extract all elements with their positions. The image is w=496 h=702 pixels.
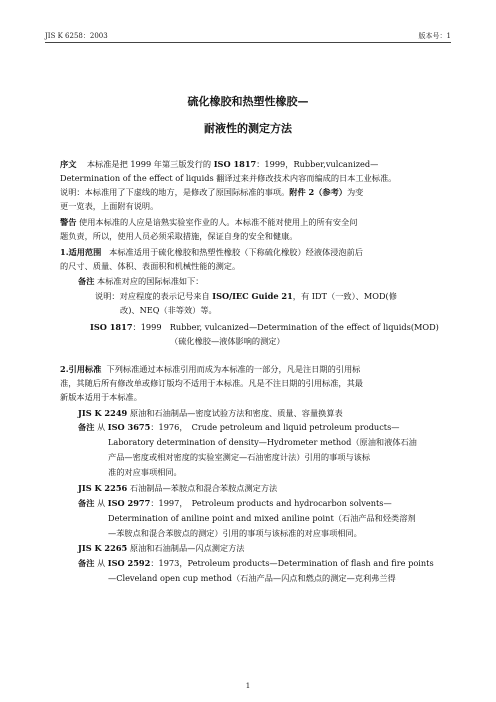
scope-note-line-2: 说明：对应程度的表示记号来自 ISO/IEC Guide 21，有 IDT（一致）、MOD(修 — [95, 291, 397, 301]
scope-note-label: 备注 — [78, 276, 95, 286]
scope-heading: 1.适用范围 — [60, 247, 102, 257]
scope-note-line-3: 改)、NEQ（非等效）等。 — [120, 305, 217, 315]
refs-line-2: 准，其随后所有修改单或修订版均不适用于本标准。凡是不注日期的引用标准，其最 — [60, 378, 363, 388]
preface-line-2: Determination of the effect of liquids 翻译过来并修改技术内容而编成的日本工业标准。 — [60, 173, 397, 183]
preface-line-3: 说明：本标准用了下虚线的地方，是修改了原国际标准的事项。附件 2（参考）为变 — [60, 187, 364, 197]
ref-note-line: 备注 从 ISO 2592：1973，Petroleum products—Determination of flash and fire points — [78, 558, 434, 568]
ref-code: JIS K 2249 — [78, 408, 128, 418]
ref-item: JIS K 2265 原油和石油制品—闪点测定方法 — [78, 543, 245, 553]
scope-line-2: 的尺寸、质量、体积、表面积和机械性能的测定。 — [60, 261, 241, 271]
scope-note-line-1: 备注 本标准对应的国际标准如下： — [78, 276, 204, 286]
warning-line-2: 题负责，所以，使用人员必须采取措施，保证自身的安全和健康。 — [60, 231, 298, 241]
refs-heading: 2.引用标准 — [60, 364, 102, 374]
refs-line-1: 2.引用标准 下列标准通过本标准引用而成为本标准的一部分，凡是注日期的引用标 — [60, 364, 361, 374]
ref-note-line: 备注 从 ISO 2977：1997， Petroleum products and hydrocarbon solvents— — [78, 498, 392, 508]
scope-iso-reference-cn: （硫化橡胶—液体影响的测定） — [170, 336, 285, 346]
preface-line-1: 序文 本标准是把 1999 年第三版发行的 ISO 1817：1999，Rubber,vulcanized— — [60, 159, 379, 169]
preface-line-4: 更一览表，上面附有说明。 — [60, 201, 159, 211]
preface-label: 序文 — [60, 159, 77, 169]
ref-item: JIS K 2256 石油制品—苯胺点和混合苯胺点测定方法 — [78, 483, 278, 493]
title-line-2: 耐液性的测定方法 — [204, 122, 292, 135]
warning-line-1: 警告 使用本标准的人应是谙熟实验室作业的人。本标准不能对使用上的所有安全问 — [60, 217, 358, 227]
warning-label: 警告 — [60, 217, 77, 227]
ref-note-line: —苯胺点和混合苯胺点的测定）引用的事项与该标准的对应事项相同。 — [108, 528, 362, 538]
page-number: 1 — [245, 682, 251, 690]
header-rule — [45, 42, 451, 43]
ref-item: JIS K 2249 原油和石油制品—密度试验方法和密度、质量、容量换算表 — [78, 408, 343, 418]
ref-code: JIS K 2265 — [78, 543, 128, 553]
ref-note-line: Determination of aniline point and mixed aniline point（石油产品和烃类溶剂 — [108, 513, 416, 523]
refs-line-3: 新版本适用于本标准。 — [60, 392, 142, 402]
ref-code: JIS K 2256 — [78, 483, 128, 493]
header-standard-number: JIS K 6258：2003 — [45, 32, 108, 40]
ref-note-line: 准的对应事项相同。 — [108, 467, 182, 477]
scope-iso-reference: ISO 1817：1999 Rubber, vulcanized—Determination of the effect of liquids(MOD) — [90, 322, 439, 332]
ref-note-line: —Cleveland open cup method（石油产品—闪点和燃点的测定—克利弗兰得 — [108, 573, 396, 583]
ref-note-line: 备注 从 ISO 3675：1976， Crude petroleum and liquid petroleum products— — [78, 422, 400, 432]
title-line-1: 硫化橡胶和热塑性橡胶— — [187, 95, 309, 108]
ref-note-line: Laboratory determination of density—Hydrometer method（原油和液体石油 — [108, 437, 417, 447]
scope-line-1: 1.适用范围 本标准适用于硫化橡胶和热塑性橡胶（下称硫化橡胶）经液体浸泡前后 — [60, 247, 363, 257]
ref-note-line: 产品—密度或相对密度的实验室测定—石油密度计法）引用的事项与该标 — [108, 452, 371, 462]
header-version: 版本号：1 — [418, 32, 451, 40]
